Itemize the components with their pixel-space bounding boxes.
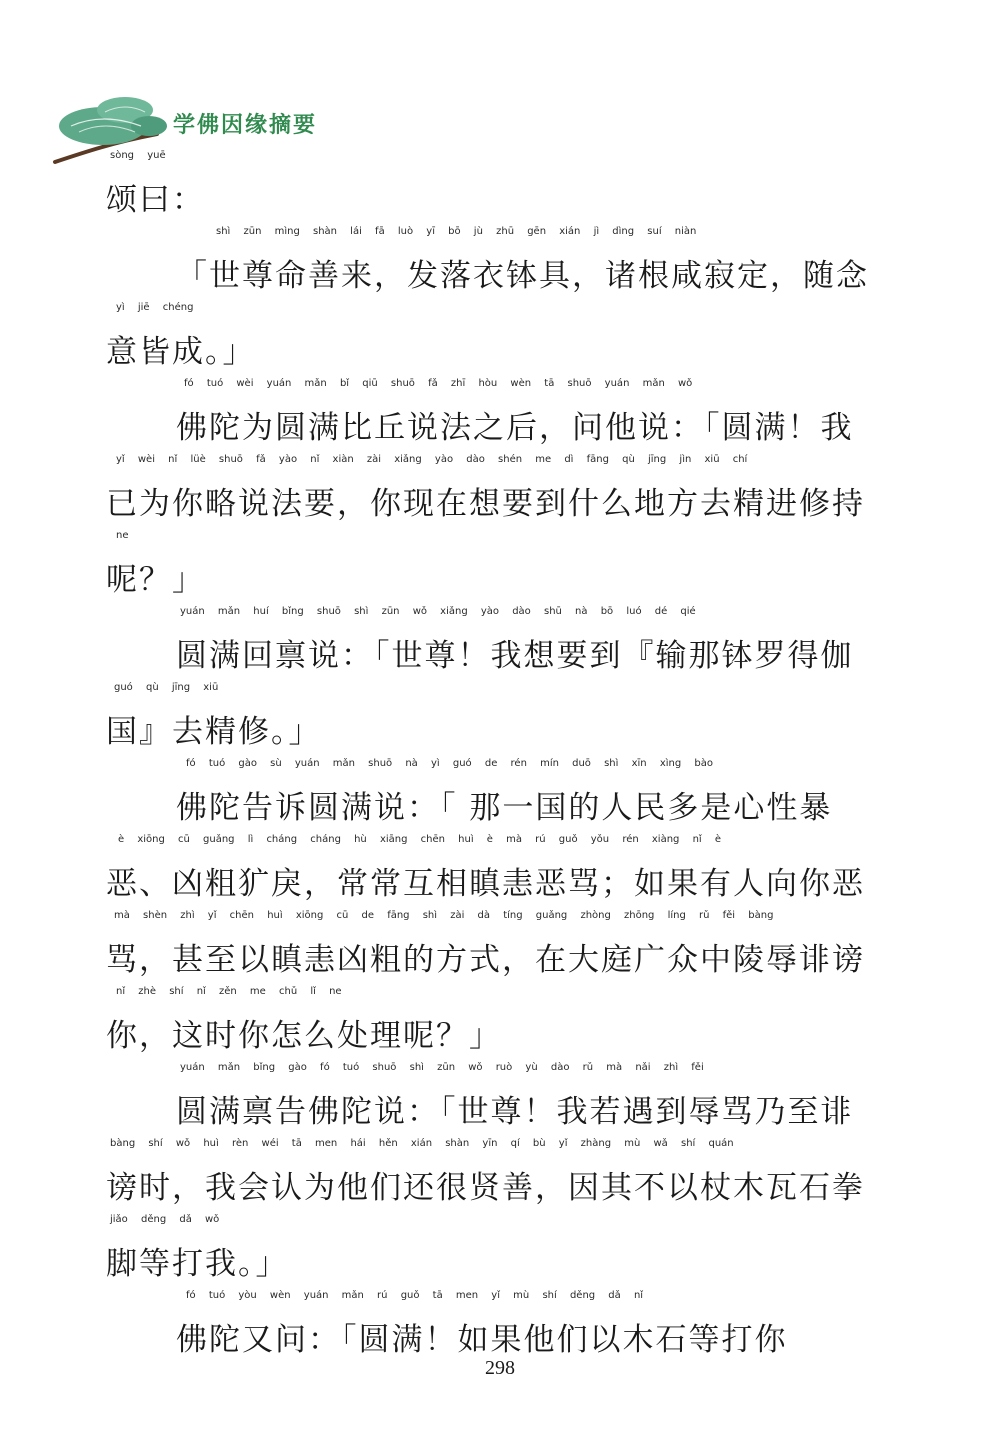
paragraph-line: 佛陀为圆满比丘说法之后，问他说：「圆满！我 bbox=[176, 410, 854, 446]
paragraph-line: 谤时，我会认为他们还很贤善，因其不以杖木瓦石拳 bbox=[106, 1170, 865, 1206]
pinyin-annotation: fó tuó wèi yuán mǎn bǐ qiū shuō fǎ zhī hòu wèn tā shuō yuán mǎn wǒ bbox=[184, 378, 693, 389]
paragraph-line: 圆满禀告佛陀说：「世尊！我若遇到辱骂乃至诽 bbox=[176, 1094, 854, 1130]
paragraph-line: 佛陀又问：「圆满！如果他们以木石等打你 bbox=[176, 1322, 788, 1358]
pinyin-annotation: mà shèn zhì yǐ chēn huì xiōng cū de fāng shì zài dà tíng guǎng zhòng zhōng líng rǔ fěi bàng bbox=[114, 910, 774, 921]
pinyin-annotation: guó qù jīng xiū bbox=[114, 682, 219, 693]
pinyin-annotation: yì jiē chéng bbox=[116, 302, 194, 313]
pinyin-annotation: ne bbox=[116, 530, 129, 541]
pinyin-annotation: jiǎo děng dǎ wǒ bbox=[110, 1214, 220, 1225]
pinyin-annotation: yuán mǎn bǐng gào fó tuó shuō shì zūn wǒ ruò yù dào rǔ mà nǎi zhì fěi bbox=[180, 1062, 704, 1073]
paragraph-line: 佛陀告诉圆满说：「 那一国的人民多是心性暴 bbox=[176, 790, 833, 826]
verse-intro: 颂曰： bbox=[106, 182, 205, 218]
pinyin-annotation: fó tuó yòu wèn yuán mǎn rú guǒ tā men yǐ mù shí děng dǎ nǐ bbox=[186, 1290, 644, 1301]
paragraph-line: 你，这时你怎么处理呢？」 bbox=[106, 1018, 502, 1054]
paragraph-line: 脚等打我。」 bbox=[106, 1246, 289, 1282]
verse-line: 「世尊命善来，发落衣钵具，诸根咸寂定，随念 bbox=[176, 258, 869, 294]
paragraph-line: 恶、凶粗犷戾，常常互相瞋恚恶骂；如果有人向你恶 bbox=[106, 866, 865, 902]
paragraph-line: 圆满回禀说：「世尊！我想要到『输那钵罗得伽 bbox=[176, 638, 854, 674]
paragraph-line: 已为你略说法要，你现在想要到什么地方去精进修持 bbox=[106, 486, 865, 522]
pinyin-annotation: yuán mǎn huí bǐng shuō shì zūn wǒ xiǎng yào dào shū nà bō luó dé qié bbox=[180, 606, 696, 617]
book-title: 学佛因缘摘要 bbox=[173, 113, 318, 138]
paragraph-line: 骂，甚至以瞋恚凶粗的方式，在大庭广众中陵辱诽谤 bbox=[106, 942, 865, 978]
paragraph-line: 呢？」 bbox=[106, 562, 205, 598]
paragraph-line: 国』去精修。」 bbox=[106, 714, 322, 750]
page-number: 298 bbox=[485, 1357, 515, 1379]
pinyin-annotation: fó tuó gào sù yuán mǎn shuō nà yì guó de rén mín duō shì xīn xìng bào bbox=[186, 758, 713, 769]
pinyin-annotation: bàng shí wǒ huì rèn wéi tā men hái hěn xián shàn yīn qí bù yǐ zhàng mù wǎ shí quán bbox=[110, 1138, 734, 1149]
pinyin-annotation: yǐ wèi nǐ lüè shuō fǎ yào nǐ xiàn zài xiǎng yào dào shén me dì fāng qù jīng jìn xiū chí bbox=[116, 454, 748, 465]
pinyin-annotation: sòng yuē bbox=[110, 150, 166, 161]
pinyin-annotation: shì zūn mìng shàn lái fā luò yī bō jù zhū gēn xián jì dìng suí niàn bbox=[216, 226, 697, 237]
page-header bbox=[45, 90, 365, 170]
pinyin-annotation: nǐ zhè shí nǐ zěn me chǔ lǐ ne bbox=[116, 986, 342, 997]
verse-line: 意皆成。」 bbox=[106, 334, 256, 370]
pinyin-annotation: è xiōng cū guǎng lì cháng cháng hù xiāng chēn huì è mà rú guǒ yǒu rén xiàng nǐ è bbox=[118, 834, 722, 845]
